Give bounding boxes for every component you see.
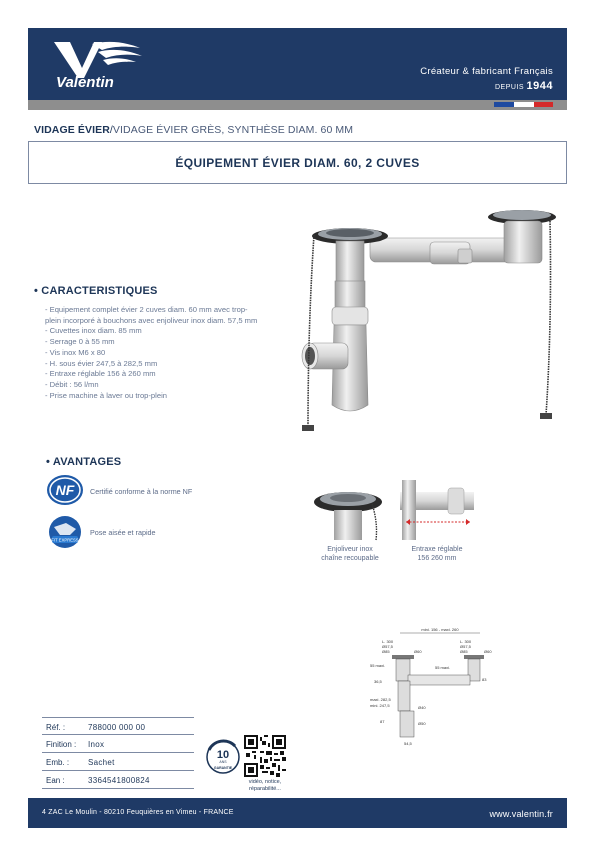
caption-strainer-line1: Enjoliveur inox bbox=[327, 546, 373, 553]
dim-365: 36,5 bbox=[374, 679, 382, 684]
fit-express-icon bbox=[46, 515, 84, 549]
caption-strainer bbox=[306, 545, 394, 563]
characteristics-heading: • CARACTERISTIQUES bbox=[34, 285, 158, 297]
tagline: Créateur & fabricant Français bbox=[420, 66, 553, 77]
qr-code-icon bbox=[244, 735, 286, 777]
advantage-nf-text: Certifié conforme à la norme NF bbox=[90, 487, 193, 496]
category-breadcrumb bbox=[34, 124, 353, 136]
flag-red-stripe bbox=[534, 102, 553, 107]
footer-website-link[interactable]: www.valentin.fr bbox=[489, 809, 553, 819]
dim-mini: mini. 247,5 bbox=[370, 703, 390, 708]
nf-badge-text: NF bbox=[55, 482, 75, 498]
caption-pipe-line2: 156 260 mm bbox=[417, 555, 457, 562]
guarantee-badge-icon bbox=[205, 738, 241, 776]
ean-value: 3364541800824 bbox=[88, 776, 150, 785]
qr-note-line2: réparabilité... bbox=[249, 785, 281, 792]
table-row bbox=[42, 753, 194, 771]
advantage-fit-text: Pose aisée et rapide bbox=[90, 528, 156, 537]
spec-line: - Entraxe réglable 156 à 260 mm bbox=[45, 369, 156, 379]
dim-maxi: maxi. 282,5 bbox=[370, 697, 391, 702]
flag-white-stripe bbox=[514, 102, 534, 107]
emb-label: Emb. : bbox=[46, 758, 70, 767]
caption-pipe-line1: Entraxe réglable bbox=[411, 546, 463, 553]
qr-note-line1: vidéo, notice, bbox=[248, 779, 282, 785]
dim-l300-left: L. 300 bbox=[382, 639, 394, 644]
product-illustration bbox=[290, 205, 560, 440]
table-row bbox=[42, 717, 194, 735]
dim-83: 83 bbox=[482, 677, 487, 682]
characteristics-list bbox=[45, 305, 300, 401]
dim-d85-left: Ø85 bbox=[382, 649, 390, 654]
caption-strainer-line2: chaîne recoupable bbox=[321, 555, 379, 562]
guarantee-word: ANS bbox=[219, 760, 227, 764]
dim-d57-right: Ø57,5 bbox=[460, 644, 471, 649]
caption-pipe bbox=[394, 545, 480, 563]
ref-label: Réf. : bbox=[46, 723, 66, 732]
fit-badge-text: FIT EXPRESS bbox=[51, 537, 79, 543]
category-separator: / bbox=[109, 124, 113, 136]
spec-line: - Vis inox M6 x 80 bbox=[45, 347, 106, 357]
qr-note bbox=[240, 779, 290, 792]
dim-55-left: 55 maxi. bbox=[370, 663, 386, 668]
finition-value: Inox bbox=[88, 740, 105, 749]
title-box bbox=[28, 141, 567, 184]
header-banner bbox=[28, 28, 567, 100]
spec-line: - H. sous évier 247,5 à 282,5 mm bbox=[45, 358, 158, 368]
table-row bbox=[42, 735, 194, 753]
since-year: 1944 bbox=[526, 80, 553, 92]
grey-divider-bar bbox=[28, 100, 567, 110]
dim-545: 54,5 bbox=[404, 741, 412, 746]
detail-photo-strainer bbox=[312, 482, 386, 542]
dim-d60-left: Ø60 bbox=[414, 649, 422, 654]
footer-banner bbox=[28, 798, 567, 828]
nf-certification-icon bbox=[46, 474, 84, 506]
since-label: DEPUIS bbox=[495, 84, 525, 91]
since-badge bbox=[495, 80, 553, 92]
guarantee-years: 10 bbox=[216, 749, 230, 761]
brand-name: Valentin bbox=[56, 74, 114, 91]
category-main: VIDAGE ÉVIER bbox=[34, 124, 110, 136]
dim-d85-right: Ø85 bbox=[460, 649, 468, 654]
spec-line: - Cuvettes inox diam. 85 mm bbox=[45, 326, 142, 336]
spec-line: - Equipement complet évier 2 cuves diam. 60 mm avec trop- bbox=[45, 305, 248, 314]
technical-drawing bbox=[360, 625, 510, 750]
dim-d60-right: Ø60 bbox=[484, 649, 492, 654]
reference-table bbox=[42, 717, 194, 789]
dim-55-right: 55 maxi. bbox=[435, 665, 451, 670]
dim-d40: Ø40 bbox=[418, 705, 426, 710]
product-title: ÉQUIPEMENT ÉVIER DIAM. 60, 2 CUVES bbox=[175, 156, 420, 170]
spec-line: - Débit : 56 l/mn bbox=[45, 379, 99, 389]
spec-line: plein incorporé à bouchons avec enjoliveur inox diam. 57,5 mm bbox=[45, 315, 258, 325]
dim-top: mini. 156 - maxi. 260 bbox=[421, 627, 459, 632]
dim-d50: Ø50 bbox=[418, 721, 426, 726]
spec-line: - Serrage 0 à 55 mm bbox=[45, 337, 115, 347]
dim-87: 87 bbox=[380, 719, 385, 724]
detail-photo-pipe bbox=[400, 478, 474, 544]
guarantee-label: GARANTIE bbox=[213, 766, 233, 770]
advantages-heading: • AVANTAGES bbox=[46, 456, 122, 468]
emb-value: Sachet bbox=[88, 758, 115, 767]
table-row bbox=[42, 771, 194, 789]
dim-d57-left: Ø57,5 bbox=[382, 644, 393, 649]
ref-value: 788000 000 00 bbox=[88, 723, 146, 732]
flag-blue-stripe bbox=[494, 102, 514, 107]
dim-l300-right: L. 300 bbox=[460, 639, 472, 644]
category-sub: VIDAGE ÉVIER GRÈS, SYNTHÈSE DIAM. 60 MM bbox=[112, 124, 354, 136]
ean-label: Ean : bbox=[46, 776, 65, 785]
spec-line: - Prise machine à laver ou trop-plein bbox=[45, 390, 167, 400]
footer-address: 4 ZAC Le Moulin - 80210 Feuquières en Vimeu - FRANCE bbox=[42, 809, 234, 816]
finition-label: Finition : bbox=[46, 740, 77, 749]
